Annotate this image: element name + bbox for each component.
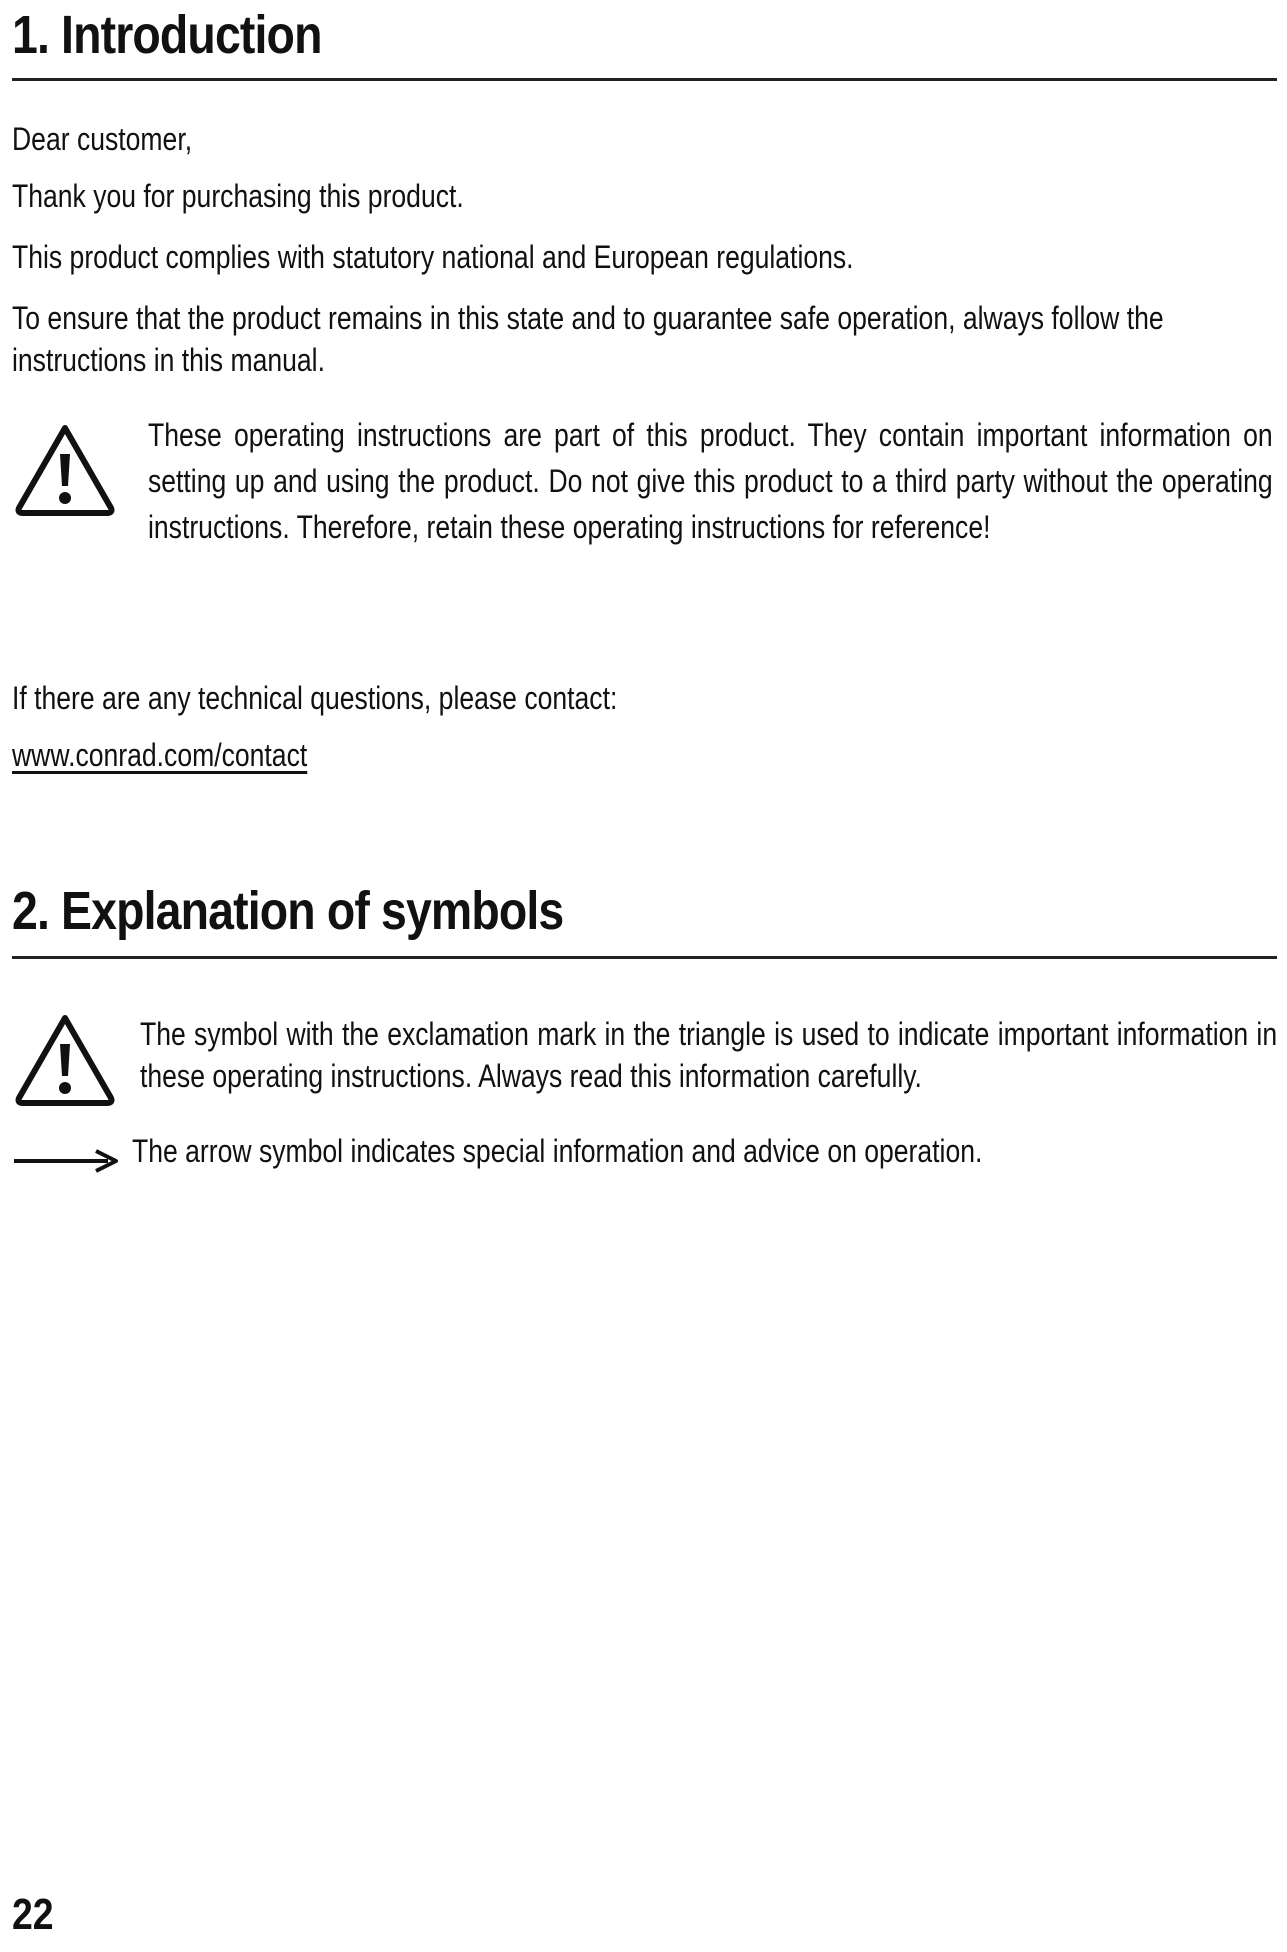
contact-link[interactable]: www.conrad.com/contact: [12, 737, 308, 773]
section-title-introduction: 1. Introduction: [12, 5, 322, 65]
manual-page: [12, 0, 1277, 1952]
greeting-text: Dear customer,: [12, 121, 193, 157]
section-divider: [12, 78, 1277, 81]
thanks-text: Thank you for purchasing this product.: [12, 178, 464, 214]
arrow-symbol-explanation: The arrow symbol indicates special information and advice on operation.: [132, 1133, 983, 1169]
compliance-text: This product complies with statutory national and European regulations.: [12, 239, 854, 275]
warning-symbol-explanation: The symbol with the exclamation mark in the triangle is used to indicate important information in these operating instructions. Always read this information carefully.: [140, 1016, 1278, 1094]
warning-triangle-icon: [12, 420, 118, 520]
contact-prompt-text: If there are any technical questions, please contact:: [12, 680, 618, 716]
ensure-text: To ensure that the product remains in this state and to guarantee safe operation, always follow the instructions in this manual.: [12, 300, 1164, 378]
page-number: 22: [12, 1890, 54, 1939]
section-title-symbols: 2. Explanation of symbols: [12, 881, 564, 941]
warning-triangle-icon: [12, 1010, 118, 1110]
warning-note-text: These operating instructions are part of this product. They contain important information on setting up and using the product. Do not give this product to a third party without the operating instructions. Therefore, retain these operating instructions for reference!: [148, 417, 1273, 545]
section-divider: [12, 956, 1277, 959]
arrow-right-icon: [12, 1146, 120, 1176]
